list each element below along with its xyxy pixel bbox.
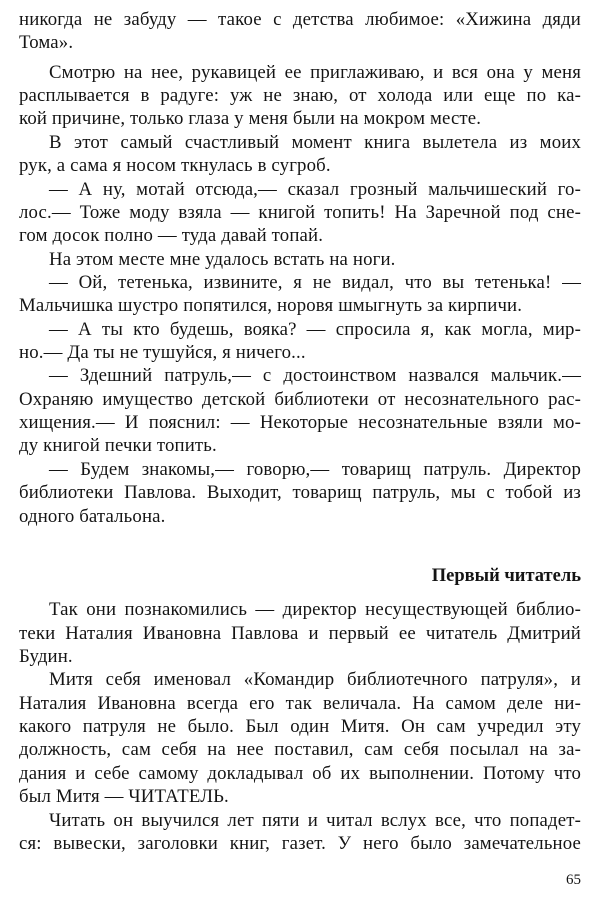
text-line: Наталия Ивановна всегда его так величала. На самом деле ни- — [19, 693, 581, 714]
text-line: — Ой, тетенька, извините, я не видал, что вы тетенька! — — [49, 272, 581, 293]
text-line: На этом месте мне удалось встать на ноги. — [49, 249, 396, 270]
text-line: гом досок полно — туда давай топай. — [19, 225, 324, 246]
text-line: Тома». — [19, 32, 74, 53]
text-line: хищения.— И пояснил: — Некоторые несознательные взяли мо- — [19, 412, 581, 433]
text-line: — Здешний патруль,— с достоинством назвался мальчик.— — [49, 365, 581, 386]
text-line: — А ты кто будешь, вояка? — спросила я, как могла, мир- — [49, 319, 581, 340]
text-line: какого патруля не было. Был один Митя. Он сам учредил эту — [19, 716, 581, 737]
text-line: никогда не забуду — такое с детства любимое: «Хижина дяди — [19, 9, 581, 30]
text-line: был Митя — ЧИТАТЕЛЬ. — [19, 786, 229, 807]
text-line: Мальчишка шустро попятился, норовя шмыгнуть за кирпичи. — [19, 295, 523, 316]
text-line: библиотеки Павлова. Выходит, товарищ патруль, мы с тобой из — [19, 482, 581, 503]
text-line: кой причине, только глаза у меня были на мокром месте. — [19, 108, 482, 129]
text-line: — Будем знакомы,— говорю,— товарищ патруль. Директор — [49, 459, 581, 480]
text-line: Читать он выучился лет пяти и читал вслух все, что попадет- — [49, 810, 581, 831]
text-line: Так они познакомились — директор несуществующей библио- — [49, 599, 581, 620]
text-line: рук, а сама я носом ткнулась в сугроб. — [19, 155, 331, 176]
text-line: теки Наталия Ивановна Павлова и первый ее читатель Дмитрий — [19, 623, 581, 644]
text-line: Охраняю имущество детской библиотеки от несознательного рас- — [19, 389, 581, 410]
text-line: ду книгой печки топить. — [19, 435, 217, 456]
text-line: Смотрю на нее, рукавицей ее приглаживаю, и вся она у меня — [49, 62, 581, 83]
text-line: Будин. — [19, 646, 73, 667]
page-number: 65 — [566, 872, 581, 888]
text-line: лос.— Тоже моду взяла — книгой топить! На Заречной под сне- — [19, 202, 581, 223]
text-line: но.— Да ты не тушуйся, я ничего... — [19, 342, 306, 363]
text-line: одного батальона. — [19, 506, 166, 527]
text-line: ся: вывески, заголовки книг, газет. У него было замечательное — [19, 833, 581, 854]
text-line: — А ну, мотай отсюда,— сказал грозный мальчишеский го- — [49, 179, 581, 200]
text-line: расплывается в радуге: уж не знаю, от холода или еще по ка- — [19, 85, 581, 106]
text-line: дания и себе самому докладывал об их выполнении. Потому что — [19, 763, 581, 784]
section-heading: Первый читатель — [431, 566, 581, 586]
text-line: Митя себя именовал «Командир библиотечного патруля», и — [49, 669, 581, 690]
text-line: должность, сам себя на нее поставил, сам себя посылал на за- — [19, 739, 581, 760]
text-line: В этот самый счастливый момент книга вылетела из моих — [49, 132, 581, 153]
